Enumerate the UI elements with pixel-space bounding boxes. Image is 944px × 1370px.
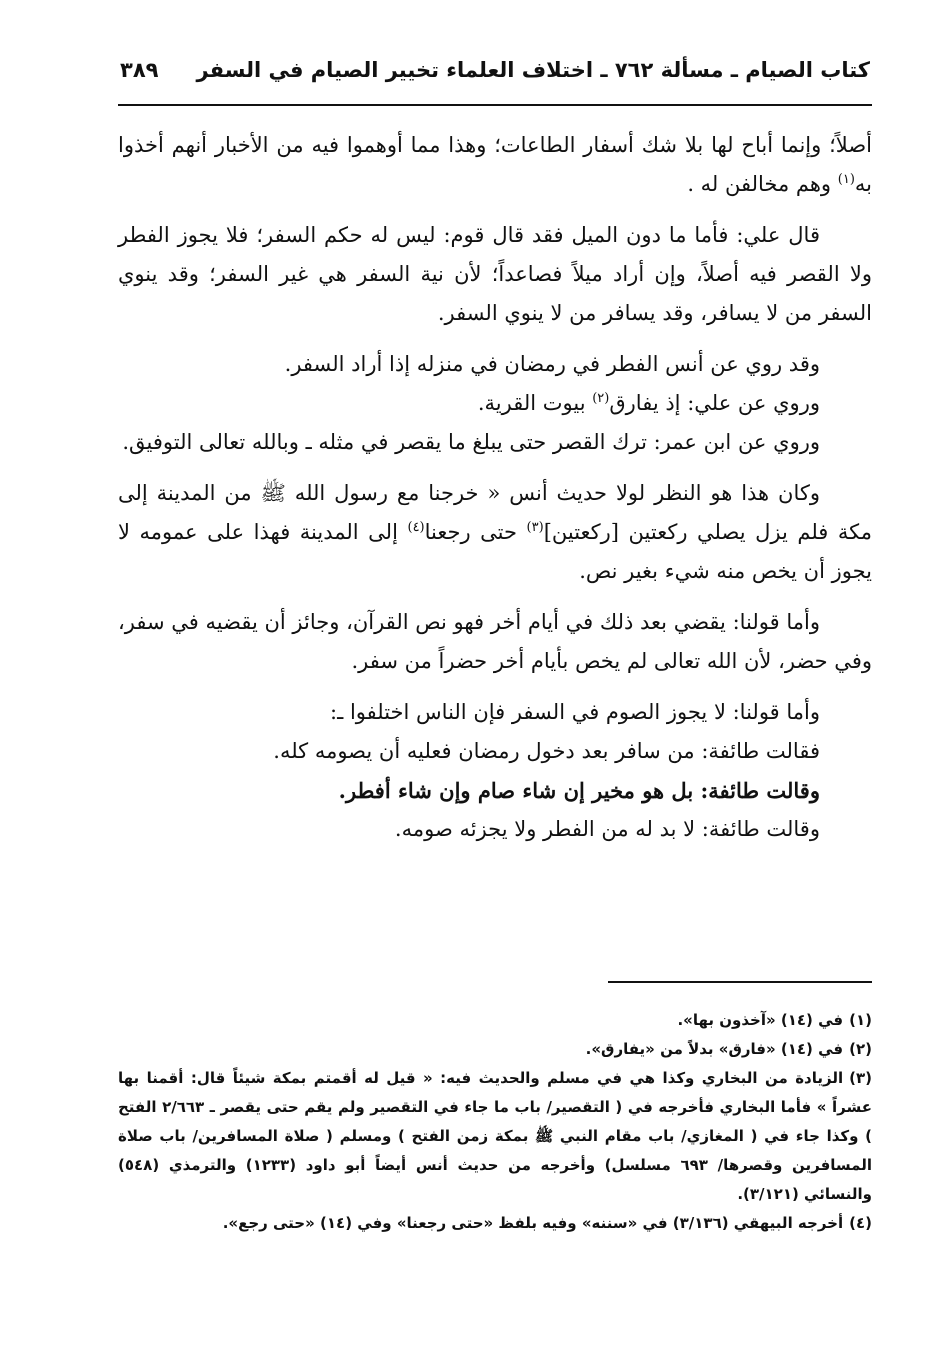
paragraph-6: وكان هذا هو النظر لولا حديث أنس « خرجنا مع رسول الله ﷺ من المدينة إلى مكة فلم يزل يصلي ركعتين [ركعتين]$^{(٣)}$ حتى رجعنا$^{(٤)}$ إلى المدينة فهذا على عمومه لا يجوز أن يخص منه شيء بغير نص. xyxy=(118,481,872,583)
footnote-3: (٣)الزيادة من البخاري وكذا هي في مسلم والحديث فيه: « قيل له أقمتم بمكة شيئاً قال: أقمنا بها عشراً » فأما البخاري فأخرجه في ( التقصير/ باب ما جاء في التقصير ولم يقم حتى يقصر ـ ٢/٦٦٣ الفتح ) وكذا جاء في ( المغازي/ باب مقام النبي ﷺ بمكة زمن الفتح ) ومسلم ( صلاة المسافرين/ باب صلاة المسافرين وقصرها/ ٦٩٣ مسلسل) وأخرجه من حديث أنس أيضاً أبو داود (١٢٣٣) والترمذي (٥٤٨) والنسائي (٣/١٢١). xyxy=(118,1069,873,1203)
footnote-ref-2[interactable]: (٢) xyxy=(592,391,610,406)
paragraph-1: أصلاً؛ وإنما أباح لها بلا شك أسفار الطاعات؛ وهذا مما أوهموا فيه من الأخبار أنهم أخذوا به$^{(١)}$ وهم مخالفن له . xyxy=(118,133,872,196)
paragraph-4: وروي عن علي: إذ يفارق$^{(٢)}$ بيوت القرية. xyxy=(477,391,820,415)
footnotes xyxy=(118,1006,872,1238)
footnote-ref-3[interactable]: (٣) xyxy=(526,520,544,535)
footnote-1: (١)في (١٤) «آخذون بها». xyxy=(677,1011,872,1029)
paragraph-9: فقالت طائفة: من سافر بعد دخول رمضان فعليه أن يصومه كله. xyxy=(273,739,820,763)
footnote-2: (٢)في (١٤) «فارق» بدلاً من «يفارق». xyxy=(585,1040,872,1058)
paragraph-7: وأما قولنا: يقضي بعد ذلك في أيام أخر فهو نص القرآن، وجائز أن يقضيه في سفر، وفي حضر، لأن الله تعالى لم يخص بأيام أخر حضراً من سفر. xyxy=(118,610,872,673)
paragraph-10: وقالت طائفة: بل هو مخير إن شاء صام وإن شاء أفطر. xyxy=(338,778,820,803)
footnote-ref-4[interactable]: (٤) xyxy=(407,520,425,535)
header-title: كتاب الصيام ـ مسألة ٧٦٢ ـ اختلاف العلماء تخيير الصيام في السفر xyxy=(196,58,870,82)
footnote-4: (٤)أخرجه البيهقي (٣/١٣٦) في «سننه» وفيه بلفظ «حتى رجعنا» وفي (١٤) «حتى رجع». xyxy=(222,1214,872,1232)
paragraph-11: وقالت طائفة: لا بد له من الفطر ولا يجزئه صومه. xyxy=(394,817,820,841)
paragraph-2: قال علي: فأما ما دون الميل فقد قال قوم: ليس له حكم السفر؛ فلا يجوز الفطر ولا القصر فيه أصلاً، وإن أراد ميلاً فصاعداً؛ لأن نية السفر هي غير السفر؛ وقد ينوي السفر من لا يسافر، وقد يسافر من لا ينوي السفر. xyxy=(118,223,872,325)
header-rule xyxy=(118,104,872,106)
paragraph-8: وأما قولنا: لا يجوز الصوم في السفر فإن الناس اختلفوا ـ: xyxy=(330,700,820,724)
page-number: ٣٨٩ xyxy=(120,58,159,82)
running-header xyxy=(118,56,870,96)
footnote-ref-1[interactable]: (١) xyxy=(837,172,855,187)
footnote-rule xyxy=(608,981,872,983)
paragraph-3: وقد روي عن أنس الفطر في رمضان في منزله إذا أراد السفر. xyxy=(284,352,820,376)
main-text xyxy=(118,126,872,849)
paragraph-5: وروي عن ابن عمر: ترك القصر حتى يبلغ ما يقصر في مثله ـ وبالله تعالى التوفيق. xyxy=(122,430,820,454)
